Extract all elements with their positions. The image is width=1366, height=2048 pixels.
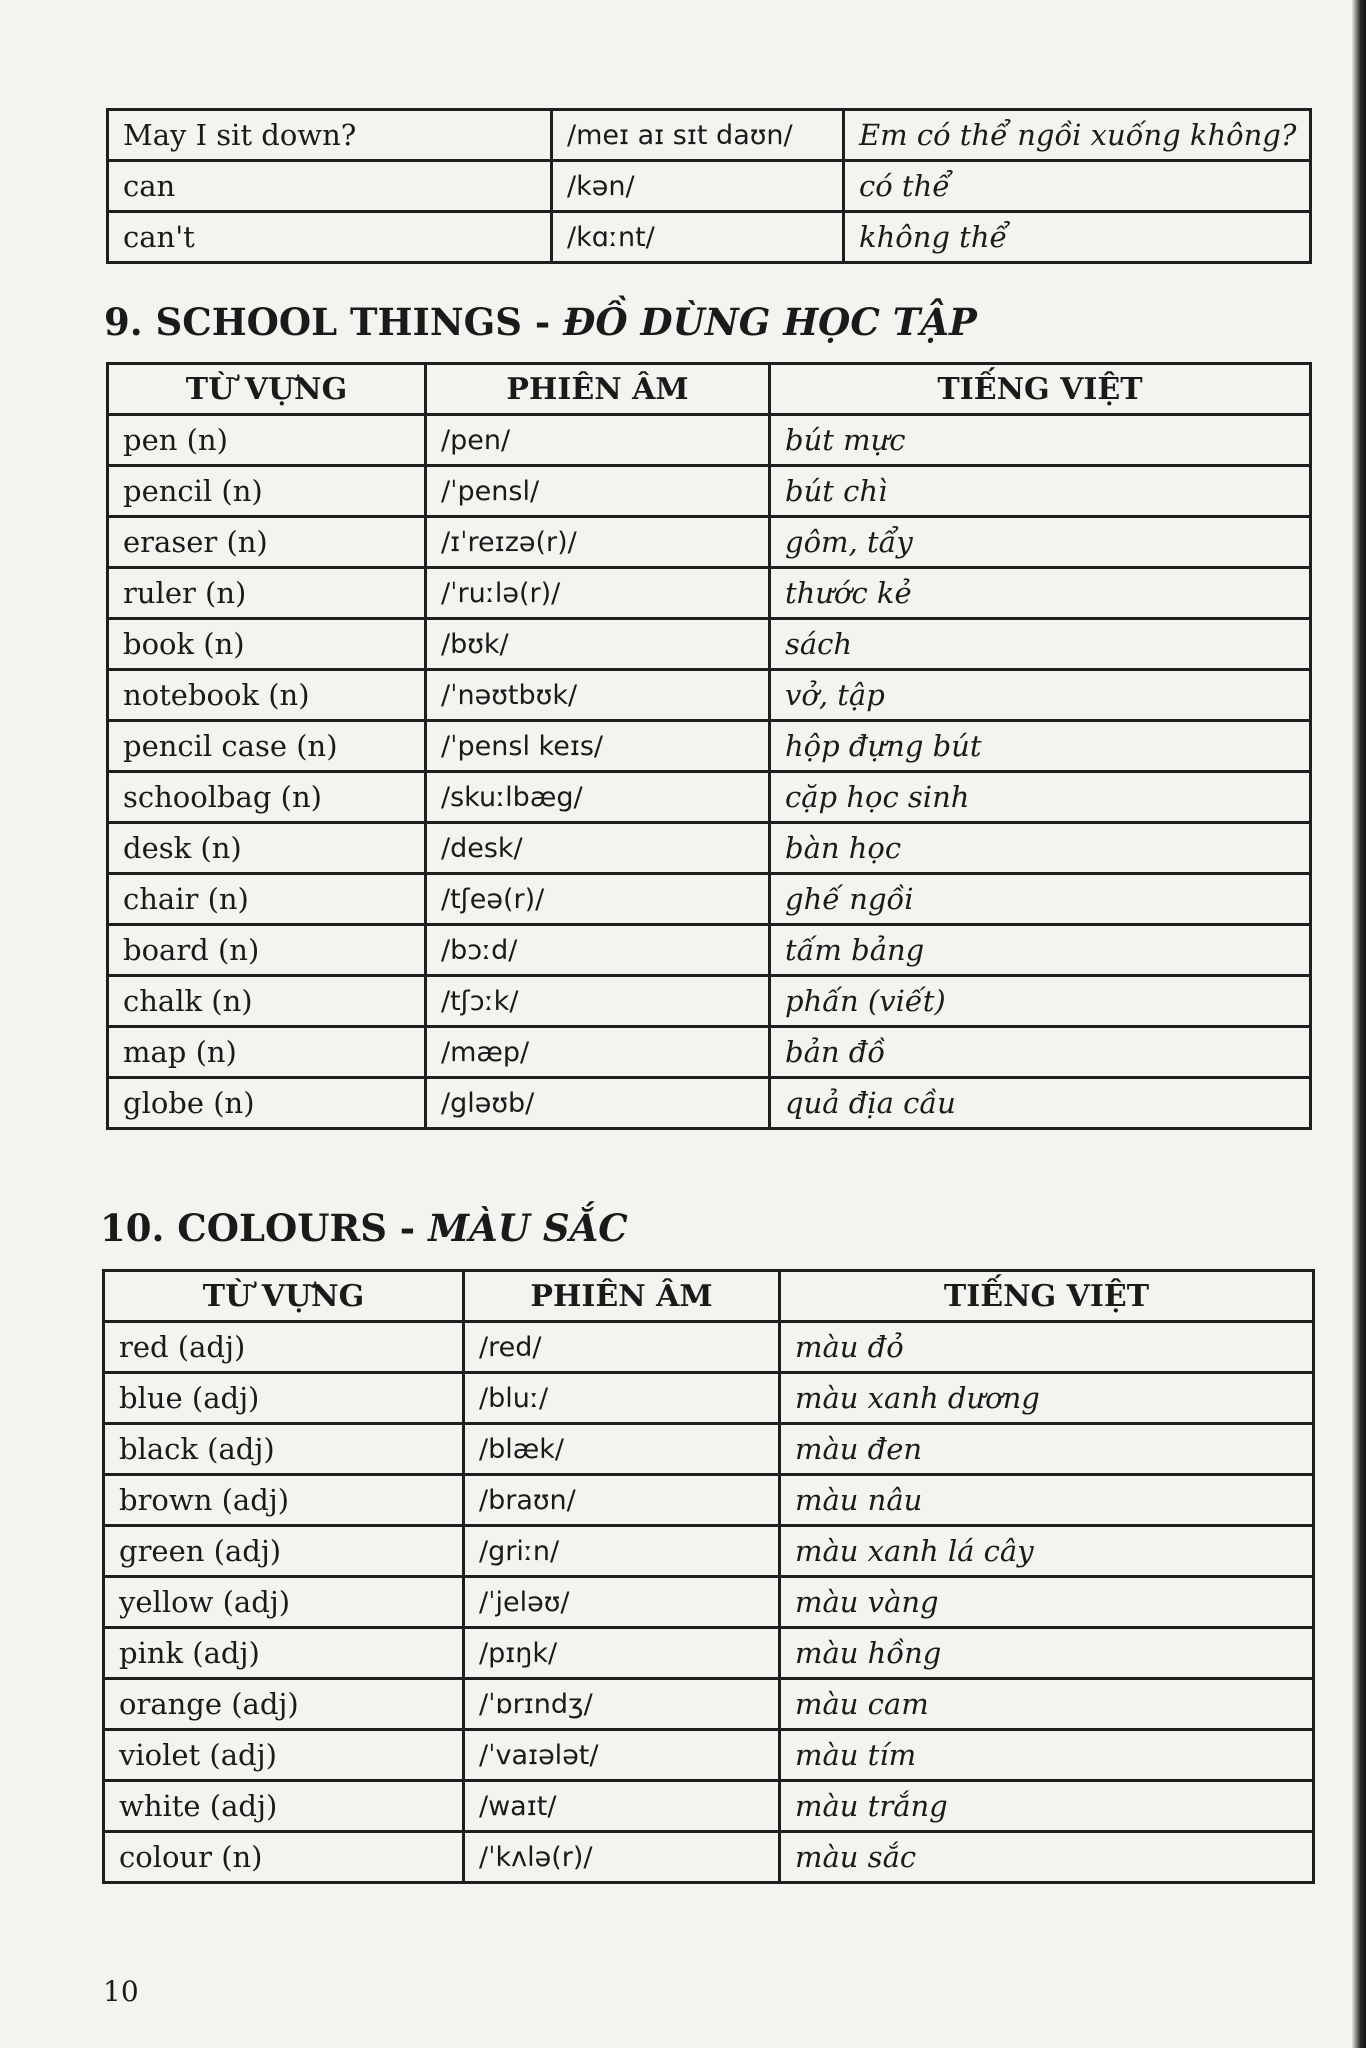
vocab-word: board (n) [108, 925, 426, 976]
vocab-word: black (adj) [104, 1424, 464, 1475]
vietnamese-meaning: cặp học sinh [770, 772, 1311, 823]
pronunciation: /ˈjeləʊ/ [464, 1577, 780, 1628]
table-row [108, 110, 1311, 161]
header-vocabulary: TỪ VỰNG [108, 364, 426, 415]
pronunciation: /ˈvaɪələt/ [464, 1730, 780, 1781]
vocab-word: pen (n) [108, 415, 426, 466]
vietnamese-meaning: màu xanh lá cây [780, 1526, 1314, 1577]
pronunciation: /red/ [464, 1322, 780, 1373]
vietnamese-meaning: màu nâu [780, 1475, 1314, 1526]
pronunciation: /pɪŋk/ [464, 1628, 780, 1679]
pronunciation: /skuːlbæg/ [426, 772, 770, 823]
vocab-word: white (adj) [104, 1781, 464, 1832]
vietnamese-meaning: thước kẻ [770, 568, 1311, 619]
section-title-en: COLOURS - [177, 1206, 416, 1250]
pronunciation: /bɔːd/ [426, 925, 770, 976]
pronunciation: /waɪt/ [464, 1781, 780, 1832]
vietnamese-meaning: màu tím [780, 1730, 1314, 1781]
table-row [104, 1424, 1314, 1475]
colours-table [102, 1269, 1315, 1884]
table-row [108, 415, 1311, 466]
pronunciation: /tʃɔːk/ [426, 976, 770, 1027]
pronunciation: /pen/ [426, 415, 770, 466]
pronunciation: /ˈkʌlə(r)/ [464, 1832, 780, 1883]
vietnamese-meaning: quả địa cầu [770, 1078, 1311, 1129]
section-number: 10. [100, 1206, 165, 1250]
vocab-word: violet (adj) [104, 1730, 464, 1781]
vocab-word: can [108, 161, 552, 212]
vocab-word: globe (n) [108, 1078, 426, 1129]
vietnamese-meaning: màu đen [780, 1424, 1314, 1475]
school-things-table [106, 362, 1312, 1130]
pronunciation: /bʊk/ [426, 619, 770, 670]
vietnamese-meaning: màu hồng [780, 1628, 1314, 1679]
vietnamese-meaning: bút chì [770, 466, 1311, 517]
table-row [108, 568, 1311, 619]
vietnamese-meaning: không thể [844, 212, 1311, 263]
pronunciation: /desk/ [426, 823, 770, 874]
table-row [108, 772, 1311, 823]
vocab-word: chalk (n) [108, 976, 426, 1027]
vocab-word: pencil case (n) [108, 721, 426, 772]
header-vocabulary: TỪ VỰNG [104, 1271, 464, 1322]
table-row [104, 1832, 1314, 1883]
pronunciation: /ˈnəʊtbʊk/ [426, 670, 770, 721]
table-row [104, 1526, 1314, 1577]
table-row [108, 925, 1311, 976]
table-row [104, 1322, 1314, 1373]
table-row [104, 1577, 1314, 1628]
table-row [104, 1373, 1314, 1424]
vocab-word: desk (n) [108, 823, 426, 874]
vocab-word: schoolbag (n) [108, 772, 426, 823]
table-row [108, 823, 1311, 874]
pronunciation: /meɪ aɪ sɪt daʊn/ [552, 110, 844, 161]
section-title-colours [100, 1206, 628, 1250]
vietnamese-meaning: sách [770, 619, 1311, 670]
page-edge-shadow [1352, 0, 1366, 2048]
pronunciation: /kən/ [552, 161, 844, 212]
vietnamese-meaning: bản đồ [770, 1027, 1311, 1078]
table-row [108, 670, 1311, 721]
table-row [108, 466, 1311, 517]
vietnamese-meaning: màu xanh dương [780, 1373, 1314, 1424]
phrases-table [106, 108, 1312, 264]
vietnamese-meaning: bàn học [770, 823, 1311, 874]
vietnamese-meaning: màu cam [780, 1679, 1314, 1730]
vietnamese-meaning: màu trắng [780, 1781, 1314, 1832]
pronunciation: /mæp/ [426, 1027, 770, 1078]
table-row [108, 1078, 1311, 1129]
vocab-word: eraser (n) [108, 517, 426, 568]
table-header-row [104, 1271, 1314, 1322]
header-pronunciation: PHIÊN ÂM [426, 364, 770, 415]
section-number: 9. [104, 300, 143, 344]
vietnamese-meaning: có thể [844, 161, 1311, 212]
vocab-word: blue (adj) [104, 1373, 464, 1424]
header-pronunciation: PHIÊN ÂM [464, 1271, 780, 1322]
vocab-word: chair (n) [108, 874, 426, 925]
section-title-vi: ĐỒ DÙNG HỌC TẬP [563, 300, 977, 344]
table-row [104, 1628, 1314, 1679]
vietnamese-meaning: màu vàng [780, 1577, 1314, 1628]
vocab-word: orange (adj) [104, 1679, 464, 1730]
pronunciation: /ˈpensl/ [426, 466, 770, 517]
table-row [108, 619, 1311, 670]
vietnamese-meaning: bút mực [770, 415, 1311, 466]
vocab-word: red (adj) [104, 1322, 464, 1373]
section-title-en: SCHOOL THINGS - [155, 300, 551, 344]
table-row [108, 517, 1311, 568]
page-number: 10 [103, 1975, 139, 2008]
vietnamese-meaning: phấn (viết) [770, 976, 1311, 1027]
vocab-word: pencil (n) [108, 466, 426, 517]
vietnamese-meaning: Em có thể ngồi xuống không? [844, 110, 1311, 161]
pronunciation: /kɑːnt/ [552, 212, 844, 263]
vocab-word: yellow (adj) [104, 1577, 464, 1628]
table-row [108, 721, 1311, 772]
table-row [104, 1679, 1314, 1730]
table-row [104, 1475, 1314, 1526]
vocab-word: brown (adj) [104, 1475, 464, 1526]
table-row [108, 874, 1311, 925]
vocab-word: notebook (n) [108, 670, 426, 721]
pronunciation: /ɪˈreɪzə(r)/ [426, 517, 770, 568]
vocab-word: ruler (n) [108, 568, 426, 619]
table-row [104, 1730, 1314, 1781]
pronunciation: /griːn/ [464, 1526, 780, 1577]
vietnamese-meaning: màu đỏ [780, 1322, 1314, 1373]
vietnamese-meaning: gôm, tẩy [770, 517, 1311, 568]
vocab-word: book (n) [108, 619, 426, 670]
vocab-word: May I sit down? [108, 110, 552, 161]
table-row [108, 1027, 1311, 1078]
pronunciation: /blæk/ [464, 1424, 780, 1475]
pronunciation: /ˈruːlə(r)/ [426, 568, 770, 619]
table-row [108, 212, 1311, 263]
pronunciation: /ˈɒrɪndʒ/ [464, 1679, 780, 1730]
vietnamese-meaning: tấm bảng [770, 925, 1311, 976]
vietnamese-meaning: ghế ngồi [770, 874, 1311, 925]
vietnamese-meaning: hộp đựng bút [770, 721, 1311, 772]
vocab-word: pink (adj) [104, 1628, 464, 1679]
pronunciation: /braʊn/ [464, 1475, 780, 1526]
vocab-word: map (n) [108, 1027, 426, 1078]
pronunciation: /ˈpensl keɪs/ [426, 721, 770, 772]
pronunciation: /tʃeə(r)/ [426, 874, 770, 925]
vocab-word: can't [108, 212, 552, 263]
section-title-school-things [104, 300, 977, 344]
pronunciation: /gləʊb/ [426, 1078, 770, 1129]
vocab-word: green (adj) [104, 1526, 464, 1577]
table-row [108, 976, 1311, 1027]
vietnamese-meaning: vở, tập [770, 670, 1311, 721]
table-row [104, 1781, 1314, 1832]
header-vietnamese: TIẾNG VIỆT [770, 364, 1311, 415]
header-vietnamese: TIẾNG VIỆT [780, 1271, 1314, 1322]
table-row [108, 161, 1311, 212]
pronunciation: /bluː/ [464, 1373, 780, 1424]
vocab-word: colour (n) [104, 1832, 464, 1883]
table-header-row [108, 364, 1311, 415]
section-title-vi: MÀU SẮC [428, 1206, 628, 1250]
vietnamese-meaning: màu sắc [780, 1832, 1314, 1883]
